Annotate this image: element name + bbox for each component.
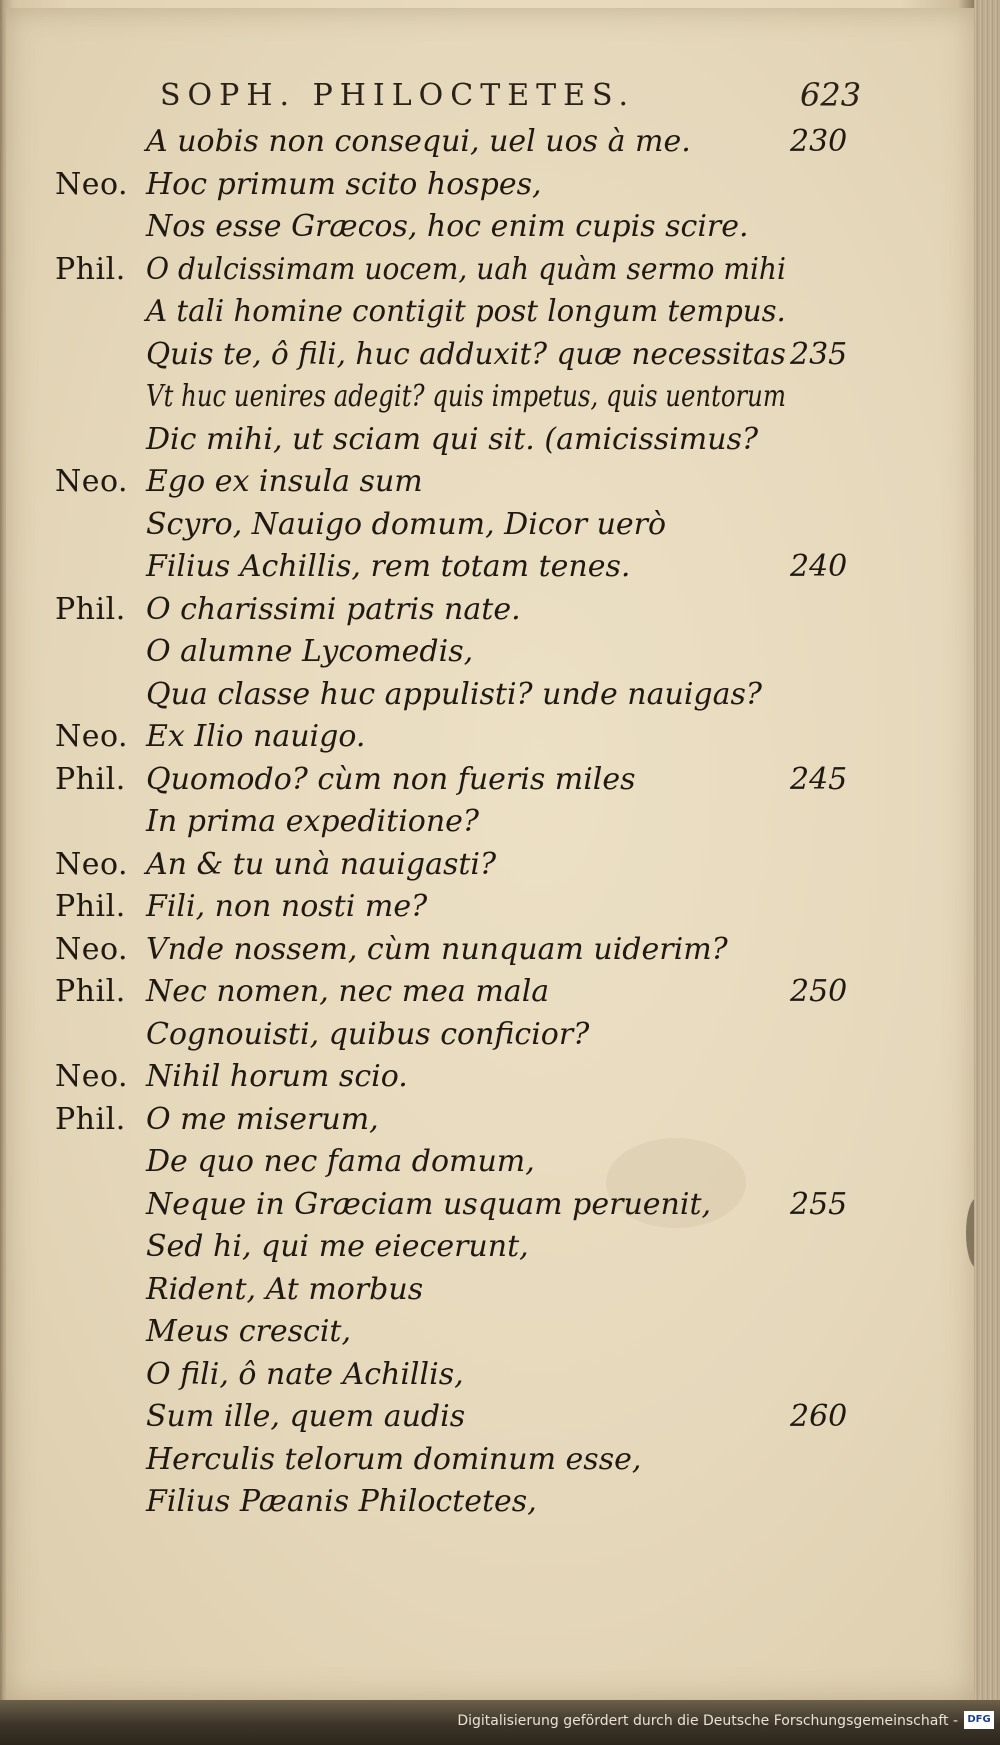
verse-text: Quis te, ô fili, huc adduxit? quæ necessitas — [146, 337, 786, 372]
verse-text: Nec nomen, nec mea mala — [146, 974, 550, 1009]
verse-line — [0, 932, 900, 972]
verse-text: De quo nec fama domum, — [146, 1144, 535, 1179]
verse-text: Fili, non nosti me? — [146, 889, 428, 924]
speaker-label: Phil. — [55, 1102, 126, 1137]
verse-text: O charissimi patris nate. — [146, 592, 521, 627]
verse-line — [0, 889, 900, 929]
verse-line — [0, 1229, 900, 1269]
speaker-label: Phil. — [55, 592, 126, 627]
verse-text: Hoc primum scito hospes, — [146, 167, 542, 202]
verse-text: Dic mihi, ut sciam qui sit. (amicissimus? — [146, 422, 759, 457]
verse-text: Filius Achillis, rem totam tenes. — [146, 549, 631, 584]
verse-line — [0, 252, 900, 292]
speaker-label: Neo. — [55, 464, 129, 499]
verse-text: A tali homine contigit post longum tempus. — [146, 294, 786, 329]
verse-line — [0, 1017, 900, 1057]
verse-text: Ego ex insula sum — [146, 464, 423, 499]
verse-line — [0, 1314, 900, 1354]
speaker-label: Neo. — [55, 167, 129, 202]
verse-text: Sum ille, quem audis — [146, 1399, 466, 1434]
verse-line — [0, 1399, 900, 1439]
verse-text: Neque in Græciam usquam peruenit, — [146, 1187, 712, 1222]
verse-line — [0, 1272, 900, 1312]
verse-text: Sed hi, qui me eiecerunt, — [146, 1229, 529, 1264]
speaker-label: Phil. — [55, 974, 126, 1009]
verse-text: Nihil horum scio. — [146, 1059, 408, 1094]
verse-line — [0, 592, 900, 632]
verse-text: Quomodo? cùm non fueris miles — [146, 762, 636, 797]
speaker-label: Neo. — [55, 932, 129, 967]
speaker-label: Phil. — [55, 762, 126, 797]
verse-line — [0, 464, 900, 504]
verse-text: Filius Pæanis Philoctetes, — [146, 1484, 537, 1519]
verse-line — [0, 379, 900, 419]
verse-line — [0, 1484, 900, 1524]
verse-text: Ex Ilio nauigo. — [146, 719, 366, 754]
verse-line — [0, 124, 900, 164]
verse-line — [0, 804, 900, 844]
verse-line — [0, 294, 900, 334]
speaker-label: Neo. — [55, 719, 129, 754]
line-number: 235 — [790, 337, 848, 372]
verse-line — [0, 634, 900, 674]
verse-text: In prima expeditione? — [146, 804, 480, 839]
line-number: 240 — [790, 549, 848, 584]
footer-text: Digitalisierung gefördert durch die Deutsche Forschungsgemeinschaft - — [457, 1713, 958, 1729]
verse-text: O me miserum, — [146, 1102, 379, 1137]
verse-line — [0, 847, 900, 887]
verse-text: Qua classe huc appulisti? unde nauigas? — [146, 677, 762, 712]
verse-line — [0, 167, 900, 207]
verse-line — [0, 719, 900, 759]
line-number: 260 — [790, 1399, 848, 1434]
page-edges — [974, 0, 1000, 1700]
verse-line — [0, 422, 900, 462]
verse-line — [0, 337, 900, 377]
verse-text: An & tu unà nauigasti? — [146, 847, 497, 882]
verse-line — [0, 677, 900, 717]
verse-line — [0, 209, 900, 249]
verse-line — [0, 1187, 900, 1227]
page-number: 623 — [800, 76, 862, 114]
line-number: 250 — [790, 974, 848, 1009]
verse-line — [0, 1442, 900, 1482]
speaker-label: Neo. — [55, 847, 129, 882]
verse-text: A uobis non consequi, uel uos à me. — [146, 124, 691, 159]
line-number: 230 — [790, 124, 848, 159]
verse-line — [0, 1102, 900, 1142]
verse-text: Herculis telorum dominum esse, — [146, 1442, 642, 1477]
verse-line — [0, 1357, 900, 1397]
dfg-logo: DFG — [964, 1711, 994, 1729]
speaker-label: Neo. — [55, 1059, 129, 1094]
verse-line — [0, 507, 900, 547]
verse-text: Vt huc uenires adegit? quis impetus, quis uentorum — [146, 379, 786, 414]
verse-text: Scyro, Nauigo domum, Dicor uerò — [146, 507, 667, 542]
running-head: SOPH. PHILOCTETES. — [160, 78, 636, 113]
verse-line — [0, 1059, 900, 1099]
verse-text: O dulcissimam uocem, uah quàm sermo mihi — [146, 252, 787, 287]
verse-line — [0, 549, 900, 589]
verse-line — [0, 974, 900, 1014]
verse-line — [0, 762, 900, 802]
verse-text: Rident, At morbus — [146, 1272, 424, 1307]
verse-text: Meus crescit, — [146, 1314, 352, 1349]
verse-text: O alumne Lycomedis, — [146, 634, 474, 669]
verse-line — [0, 1144, 900, 1184]
verse-text: Nos esse Græcos, hoc enim cupis scire. — [146, 209, 749, 244]
speaker-label: Phil. — [55, 889, 126, 924]
verse-text: Cognouisti, quibus conficior? — [146, 1017, 590, 1052]
line-number: 245 — [790, 762, 848, 797]
line-number: 255 — [790, 1187, 848, 1222]
verse-text: O fili, ô nate Achillis, — [146, 1357, 464, 1392]
digitization-footer — [0, 1713, 1000, 1729]
speaker-label: Phil. — [55, 252, 126, 287]
verse-text: Vnde nossem, cùm nunquam uiderim? — [146, 932, 728, 967]
